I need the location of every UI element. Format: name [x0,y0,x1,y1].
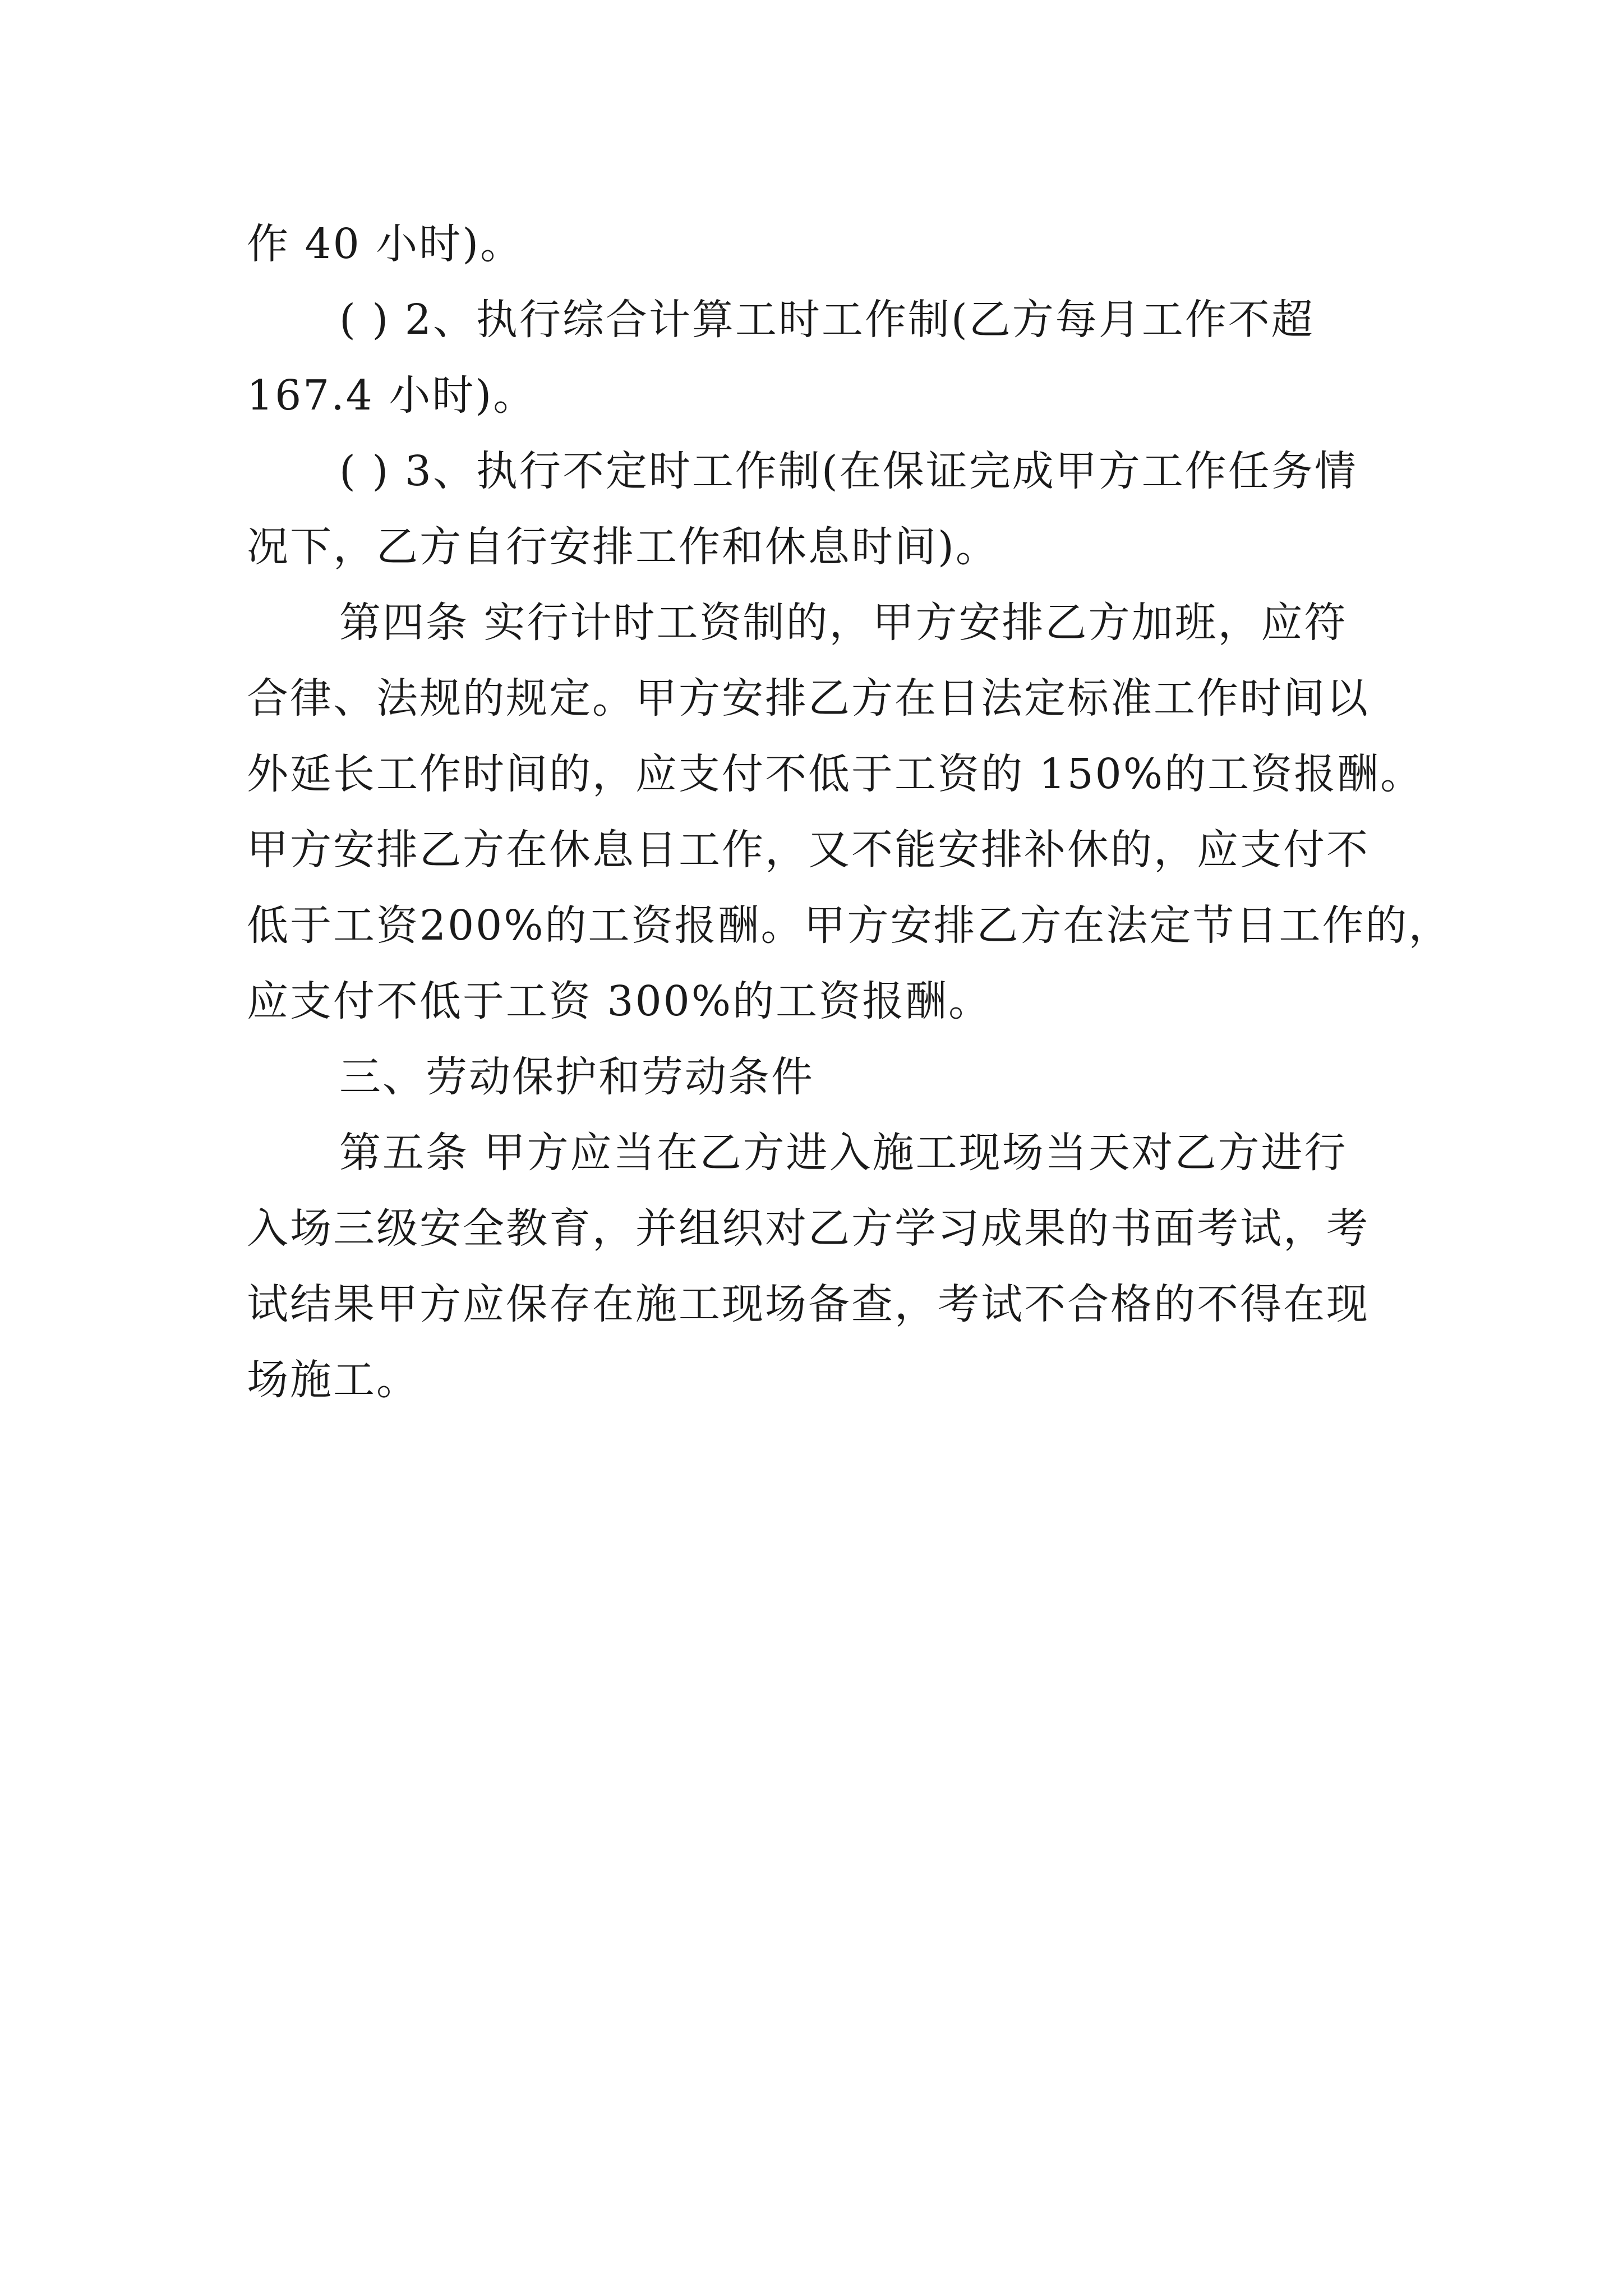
text-line-6: 第四条 实行计时工资制的，甲方安排乙方加班，应符 [339,599,1348,647]
text-line-9: 甲方安排乙方在休息日工作，又不能安排补休的，应支付不 [247,826,1370,874]
text-line-14: 入场三级安全教育，并组织对乙方学习成果的书面考试，考 [247,1204,1370,1253]
section-heading: 三、劳动保护和劳动条件 [339,1053,814,1101]
text-line-4: ( ) 3、执行不定时工作制(在保证完成甲方工作任务情 [339,447,1358,495]
text-line-3: 167.4 小时)。 [247,371,537,420]
text-line-11: 应支付不低于工资 300%的工资报酬。 [247,977,992,1025]
text-line-16: 场施工。 [247,1356,419,1404]
text-line-15: 试结果甲方应保存在施工现场备查，考试不合格的不得在现 [247,1280,1370,1328]
text-line-1: 作 40 小时)。 [247,220,524,268]
text-line-13: 第五条 甲方应当在乙方进入施工现场当天对乙方进行 [339,1129,1348,1177]
text-line-7: 合律、法规的规定。甲方安排乙方在日法定标准工作时间以 [247,674,1370,723]
text-line-10: 低于工资200%的工资报酬。甲方安排乙方在法定节日工作的， [247,901,1452,950]
text-line-5: 况下，乙方自行安排工作和休息时间)。 [247,523,999,571]
text-line-8: 外延长工作时间的，应支付不低于工资的 150%的工资报酬。 [247,750,1424,798]
text-line-2: ( ) 2、执行综合计算工时工作制(乙方每月工作不超 [339,296,1315,344]
